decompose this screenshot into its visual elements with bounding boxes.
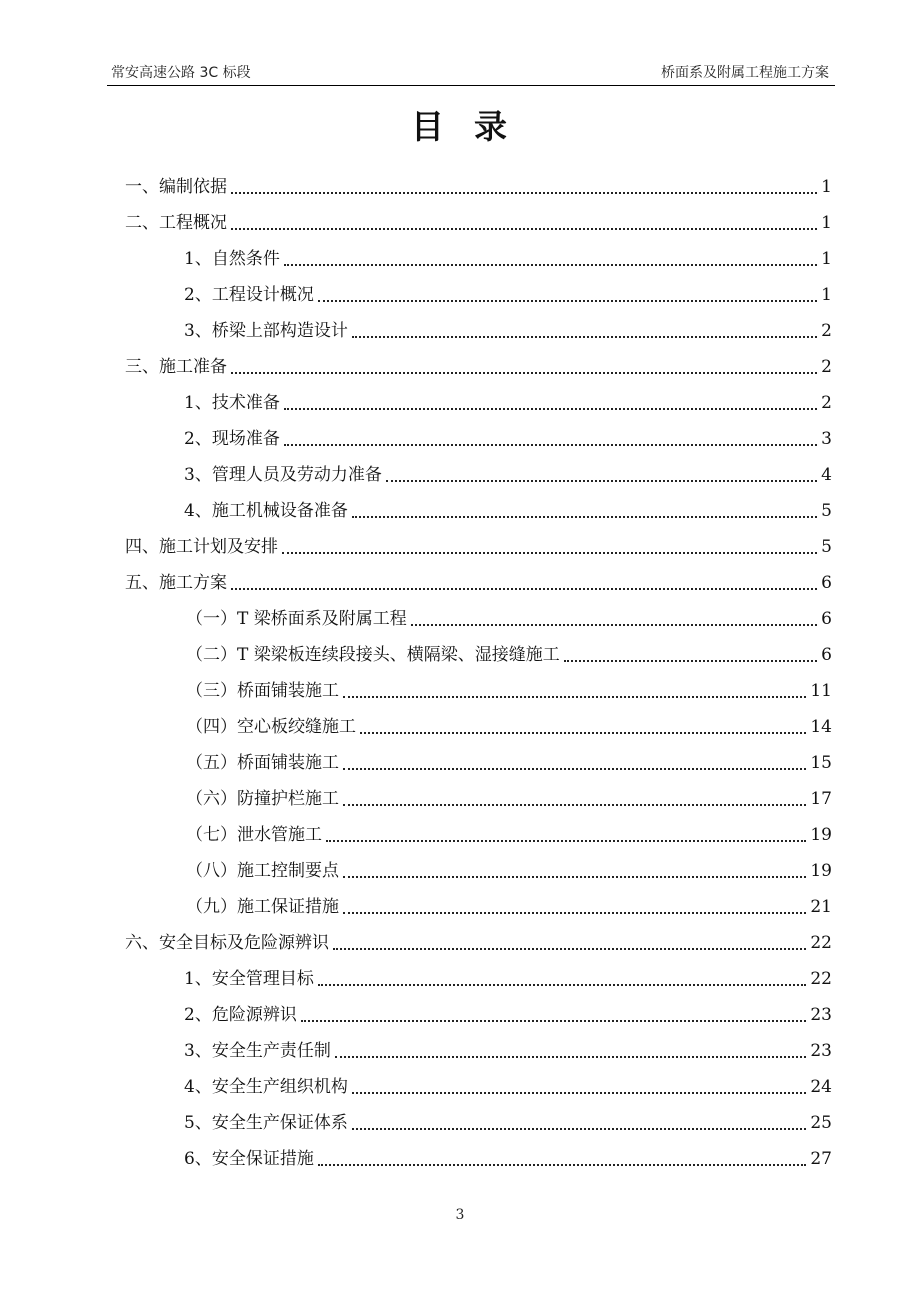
toc-entry-page: 22 — [810, 969, 832, 989]
toc-dot-leader — [352, 1128, 807, 1130]
toc-entry-label: （六）防撞护栏施工 — [186, 789, 339, 809]
toc-entry[interactable] — [0, 493, 920, 529]
toc-entry-page: 14 — [810, 717, 832, 737]
toc-entry-label: 1、自然条件 — [184, 249, 280, 269]
toc-entry-label: 五、施工方案 — [125, 573, 227, 593]
header-document-title: 桥面系及附属工程施工方案 — [661, 65, 829, 81]
toc-entry[interactable] — [0, 313, 920, 349]
toc-entry-label: 5、安全生产保证体系 — [184, 1113, 348, 1133]
toc-entry[interactable] — [0, 637, 920, 673]
toc-entry-label: 二、工程概况 — [125, 213, 227, 233]
toc-entry[interactable] — [0, 925, 920, 961]
toc-dot-leader — [231, 192, 817, 194]
page-number: 3 — [455, 1207, 465, 1223]
toc-entry-page: 1 — [821, 177, 832, 197]
toc-entry[interactable] — [0, 889, 920, 925]
toc-entry-page: 19 — [810, 861, 832, 881]
toc-dot-leader — [352, 1092, 807, 1094]
toc-entry-label: （四）空心板绞缝施工 — [186, 717, 356, 737]
toc-entry[interactable] — [0, 349, 920, 385]
toc-entry[interactable] — [0, 601, 920, 637]
toc-entry-label: 2、危险源辨识 — [184, 1005, 297, 1025]
toc-dot-leader — [231, 228, 817, 230]
toc-dot-leader — [318, 1164, 807, 1166]
header-divider — [107, 85, 835, 86]
toc-entry-page: 11 — [810, 681, 832, 701]
toc-dot-leader — [282, 552, 817, 554]
toc-entry[interactable] — [0, 997, 920, 1033]
header-project-name: 常安高速公路 3C 标段 — [111, 65, 251, 81]
toc-entry-page: 21 — [810, 897, 832, 917]
toc-entry-label: 六、安全目标及危险源辨识 — [125, 933, 329, 953]
toc-dot-leader — [326, 840, 806, 842]
toc-entry-label: 6、安全保证措施 — [184, 1149, 314, 1169]
toc-entry-page: 27 — [810, 1149, 832, 1169]
toc-entry[interactable] — [0, 781, 920, 817]
toc-entry-label: （五）桥面铺装施工 — [186, 753, 339, 773]
table-of-contents — [0, 169, 920, 1177]
toc-entry-page: 23 — [810, 1041, 832, 1061]
toc-entry[interactable] — [0, 1105, 920, 1141]
toc-dot-leader — [360, 732, 806, 734]
toc-dot-leader — [284, 264, 817, 266]
toc-entry-label: 3、桥梁上部构造设计 — [184, 321, 348, 341]
toc-entry-page: 1 — [821, 213, 832, 233]
toc-entry-label: 2、工程设计概况 — [184, 285, 314, 305]
toc-dot-leader — [333, 948, 806, 950]
toc-entry-page: 24 — [810, 1077, 832, 1097]
toc-entry[interactable] — [0, 961, 920, 997]
toc-entry-page: 4 — [821, 465, 832, 485]
toc-dot-leader — [564, 660, 817, 662]
toc-entry[interactable] — [0, 241, 920, 277]
toc-entry[interactable] — [0, 1069, 920, 1105]
toc-entry-label: （二）T 梁梁板连续段接头、横隔梁、湿接缝施工 — [186, 645, 560, 665]
toc-entry-label: 一、编制依据 — [125, 177, 227, 197]
toc-entry-label: 4、安全生产组织机构 — [184, 1077, 348, 1097]
toc-entry[interactable] — [0, 529, 920, 565]
toc-dot-leader — [386, 480, 817, 482]
toc-entry-label: 1、安全管理目标 — [184, 969, 314, 989]
toc-entry-label: 三、施工准备 — [125, 357, 227, 377]
toc-dot-leader — [231, 588, 817, 590]
toc-entry-page: 6 — [821, 609, 832, 629]
toc-entry-label: 1、技术准备 — [184, 393, 280, 413]
toc-entry-page: 5 — [821, 501, 832, 521]
toc-dot-leader — [335, 1056, 807, 1058]
toc-entry[interactable] — [0, 277, 920, 313]
toc-entry-page: 19 — [810, 825, 832, 845]
toc-entry-page: 17 — [810, 789, 832, 809]
toc-entry[interactable] — [0, 457, 920, 493]
toc-dot-leader — [352, 336, 817, 338]
page-header — [107, 62, 835, 86]
toc-title: 目录 — [411, 107, 537, 146]
toc-dot-leader — [352, 516, 817, 518]
toc-entry-label: 3、管理人员及劳动力准备 — [184, 465, 382, 485]
toc-entry-label: （七）泄水管施工 — [186, 825, 322, 845]
toc-dot-leader — [343, 804, 806, 806]
toc-entry-page: 22 — [810, 933, 832, 953]
toc-entry-page: 5 — [821, 537, 832, 557]
toc-entry-page: 2 — [821, 393, 832, 413]
toc-entry[interactable] — [0, 385, 920, 421]
toc-entry-label: 3、安全生产责任制 — [184, 1041, 331, 1061]
toc-dot-leader — [231, 372, 817, 374]
toc-dot-leader — [318, 300, 817, 302]
toc-dot-leader — [343, 876, 806, 878]
toc-dot-leader — [318, 984, 807, 986]
toc-entry-page: 2 — [821, 321, 832, 341]
toc-entry[interactable] — [0, 853, 920, 889]
toc-dot-leader — [284, 444, 817, 446]
toc-entry[interactable] — [0, 1141, 920, 1177]
toc-entry[interactable] — [0, 673, 920, 709]
toc-entry-label: （一）T 梁桥面系及附属工程 — [186, 609, 407, 629]
toc-entry[interactable] — [0, 205, 920, 241]
toc-entry-page: 6 — [821, 573, 832, 593]
toc-dot-leader — [343, 696, 806, 698]
toc-entry[interactable] — [0, 565, 920, 601]
toc-dot-leader — [411, 624, 817, 626]
toc-entry[interactable] — [0, 817, 920, 853]
toc-entry-label: （九）施工保证措施 — [186, 897, 339, 917]
toc-entry-page: 6 — [821, 645, 832, 665]
toc-entry[interactable] — [0, 1033, 920, 1069]
toc-entry-page: 1 — [821, 249, 832, 269]
toc-entry[interactable] — [0, 421, 920, 457]
toc-entry-page: 23 — [810, 1005, 832, 1025]
toc-entry[interactable] — [0, 709, 920, 745]
toc-entry[interactable] — [0, 745, 920, 781]
toc-entry-page: 3 — [821, 429, 832, 449]
toc-entry-label: 4、施工机械设备准备 — [184, 501, 348, 521]
toc-entry-label: （八）施工控制要点 — [186, 861, 339, 881]
toc-dot-leader — [343, 768, 806, 770]
toc-dot-leader — [284, 408, 817, 410]
toc-dot-leader — [343, 912, 806, 914]
toc-entry-label: 四、施工计划及安排 — [125, 537, 278, 557]
toc-entry-label: （三）桥面铺装施工 — [186, 681, 339, 701]
toc-entry-page: 1 — [821, 285, 832, 305]
toc-entry[interactable] — [0, 169, 920, 205]
toc-dot-leader — [301, 1020, 807, 1022]
toc-entry-page: 2 — [821, 357, 832, 377]
toc-entry-page: 25 — [810, 1113, 832, 1133]
toc-entry-label: 2、现场准备 — [184, 429, 280, 449]
toc-entry-page: 15 — [810, 753, 832, 773]
